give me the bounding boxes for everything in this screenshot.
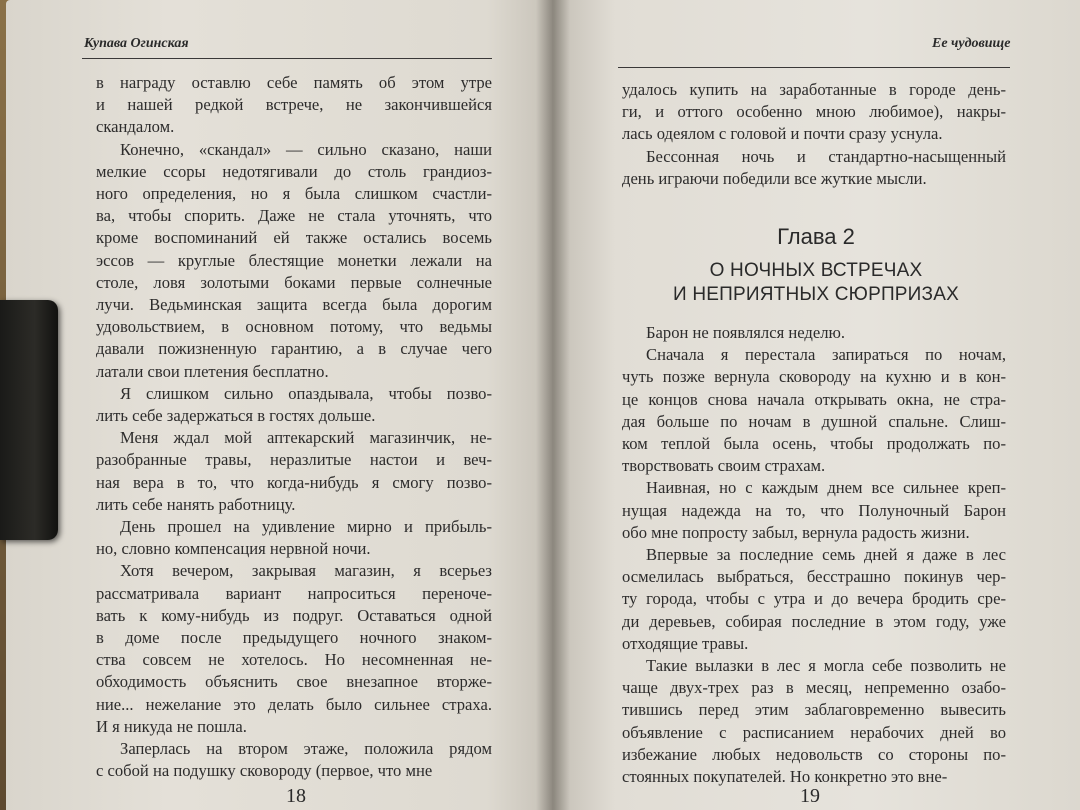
chapter-title xyxy=(552,259,1080,307)
text-line: творствовать своим страхам. xyxy=(622,456,826,476)
text-line: рассматривала вариант напроситься переноче- xyxy=(96,583,492,603)
text-line: и нашей редкой встрече, не закончившейся xyxy=(96,95,492,115)
text-line: ту города, чтобы с утра и до вечера бродить сре- xyxy=(622,589,1006,609)
text-line: обо мне попросту забыл, вернула радость жизни. xyxy=(622,522,970,542)
text-line: Хотя вечером, закрывая магазин, я всерьез xyxy=(120,561,492,581)
text-line: Сначала я перестала запираться по ночам, xyxy=(646,345,1006,365)
right-body-text xyxy=(622,322,1006,788)
text-line: разобранные травы, неразлитые настои и веч- xyxy=(96,450,492,470)
text-line: Такие вылазки в лес я могла себе позволить не xyxy=(646,656,1006,676)
text-line: це концов снова начала открывать окна, не стра- xyxy=(622,389,1006,409)
binder-clip xyxy=(0,300,58,540)
text-line: лить себе задержаться в гостях дольше. xyxy=(96,406,376,426)
chapter-title-line-2: И НЕПРИЯТНЫХ СЮРПРИЗАХ xyxy=(673,284,959,305)
right-running-head: Ее чудовище xyxy=(932,36,1011,51)
text-line: Конечно, «скандал» — сильно сказано, наши xyxy=(120,139,492,159)
text-line: лить себе нанять работницу. xyxy=(96,494,296,514)
right-page-number: 19 xyxy=(800,785,820,807)
right-header-rule xyxy=(618,67,1010,68)
text-line: чуть позже вернула сковороду на кухню и в кон- xyxy=(622,367,1006,387)
chapter-title-line-1: О НОЧНЫХ ВСТРЕЧАХ xyxy=(709,260,923,281)
text-line: И я никуда не пошла. xyxy=(96,716,247,736)
text-line: День прошел на удивление мирно и прибыль- xyxy=(120,517,492,537)
text-line: ги, и оттого особенно мною любимое), накры- xyxy=(622,102,1006,122)
text-line: ди деревьев, собирая последние в этом году, уже xyxy=(622,611,1006,631)
text-line: удовольствием, в основном потому, что ведьмы xyxy=(96,317,492,337)
text-line: дая больше по ночам в душной спальне. Слиш- xyxy=(622,411,1006,431)
text-line: ние... нежелание это делать было сильнее страха. xyxy=(96,694,492,714)
text-line: скандалом. xyxy=(96,117,175,137)
text-line: отходящие травы. xyxy=(622,633,749,653)
text-line: в награду оставлю себе память об этом утре xyxy=(96,73,492,92)
left-body-text xyxy=(96,72,492,783)
text-line: нущая надежда на то, что Полуночный Барон xyxy=(622,500,1006,520)
text-line: лась одеялом с головой и почти сразу уснула. xyxy=(622,124,943,144)
text-line: чаще двух-трех раз в месяц, непременно озабо- xyxy=(622,678,1006,698)
text-line: Барон не появлялся неделю. xyxy=(646,323,846,342)
text-line: столе, ловя золотыми боками первые солнечные xyxy=(96,272,492,292)
text-line: кроме воспоминаний ей также остались восемь xyxy=(96,228,492,248)
text-line: но, словно компенсация нервной ночи. xyxy=(96,539,371,559)
text-line: тившись перед этим заблаговременно вывесить xyxy=(622,700,1006,720)
text-line: эссов — круглые блестящие монетки лежали на xyxy=(96,250,492,270)
text-line: лучи. Ведьминская защита всегда была дорогим xyxy=(96,295,492,315)
text-line: день играючи победили все жуткие мысли. xyxy=(622,168,927,188)
text-line: Меня ждал мой аптекарский магазинчик, не- xyxy=(120,428,492,448)
text-line: объявление с расписанием нерабочих дней во xyxy=(622,722,1006,742)
book-gutter xyxy=(536,0,570,810)
text-line: обходимость объяснить свое внезапное вторже- xyxy=(96,672,492,692)
text-line: давали пожизненную гарантию, а в случае чего xyxy=(96,339,492,359)
left-running-head: Купава Огинская xyxy=(84,36,189,51)
text-line: Я слишком сильно опаздывала, чтобы позво- xyxy=(120,383,492,403)
text-line: вать к кому-нибудь из подруг. Оставаться одной xyxy=(96,605,492,625)
text-line: ного определения, но я была слишком счастли- xyxy=(96,184,492,204)
chapter-number: Глава 2 xyxy=(777,224,855,249)
text-line: стоянных покупателей. Но конкретно это вне- xyxy=(622,767,948,787)
text-line: с собой на подушку сковороду (первое, что мне xyxy=(96,761,433,781)
text-line: мелкие ссоры недотягивали до столь грандиоз- xyxy=(96,161,492,181)
text-line: ва, чтобы спорить. Даже не стала уточнять, что xyxy=(96,206,492,226)
text-line: Заперлась на втором этаже, положила рядом xyxy=(120,739,492,759)
right-body-text-top xyxy=(622,79,1006,190)
text-line: ком теплой была осень, чтобы продолжать по- xyxy=(622,434,1006,454)
text-line: Наивная, но с каждым днем все сильнее креп- xyxy=(646,478,1006,498)
text-line: Бессонная ночь и стандартно-насыщенный xyxy=(646,146,1006,166)
left-page-number: 18 xyxy=(286,785,306,807)
text-line: осмелилась выбраться, бесстрашно покинув чер- xyxy=(622,567,1006,587)
text-line: Впервые за последние семь дней я даже в лес xyxy=(646,545,1006,565)
left-header-rule xyxy=(82,58,492,59)
text-line: избежание любых недовольств со стороны по- xyxy=(622,744,1006,764)
text-line: ства совсем не хотелось. Но несомненная не- xyxy=(96,650,492,670)
text-line: ная вера в то, что когда-нибудь я смогу позво- xyxy=(96,472,492,492)
text-line: в доме после предыдущего ночного знаком- xyxy=(96,628,492,648)
text-line: удалось купить на заработанные в городе день- xyxy=(622,80,1006,99)
text-line: латали свои плетения бесплатно. xyxy=(96,361,329,381)
